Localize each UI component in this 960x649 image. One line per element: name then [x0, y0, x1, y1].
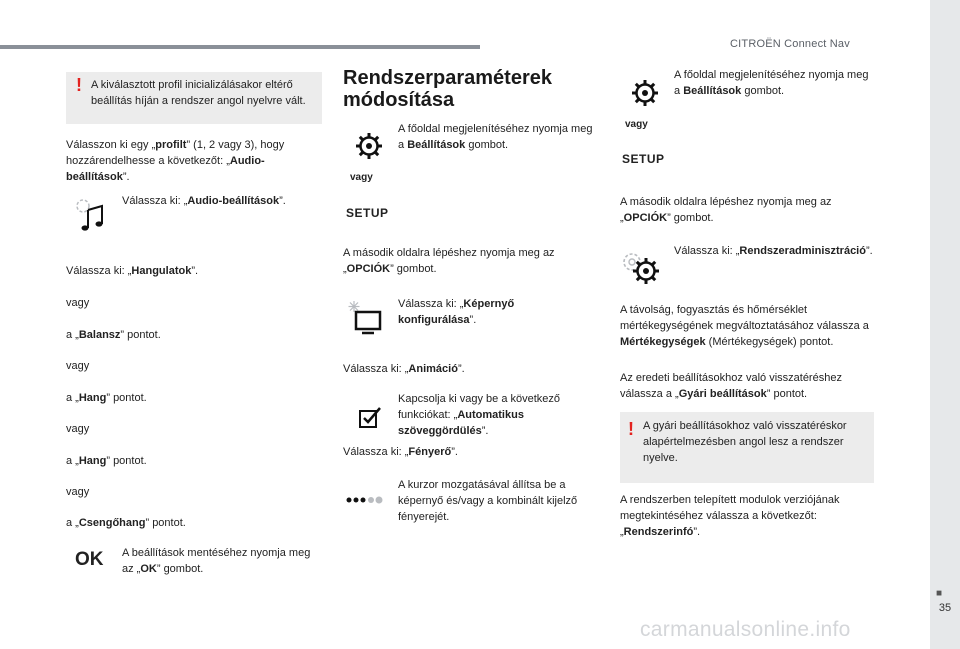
balance-step: a „Balansz” pontot. — [66, 329, 161, 341]
watermark: carmanualsonline.info — [640, 618, 851, 641]
mood-step: Válassza ki: „Hangulatok”. — [66, 265, 199, 277]
sysadmin-step: Válassza ki: „Rendszeradminisztráció”. — [674, 245, 873, 257]
setup-label: SETUP — [346, 206, 389, 220]
home-step: A főoldal megjelenítéséhez nyomja meg a Beállítások gombot. — [674, 69, 869, 97]
cursor-step: A kurzor mozgatásával állítsa be a képernyő és/vagy a kombinált kijelző fényerejét. — [398, 479, 578, 523]
units-step: A távolság, fogyasztás és hőmérséklet mértékegységének megváltoztatásához válassza a Mértékegységek (Mértékegységek) pontot. — [620, 304, 869, 348]
screen-config-step: Válassza ki: „Képernyő konfigurálása”. — [398, 298, 515, 326]
options-step: A második oldalra lépéshez nyomja meg az „OPCIÓK” gombot. — [343, 247, 555, 275]
setup-label: SETUP — [622, 152, 665, 166]
gear-icon — [354, 131, 384, 161]
save-step: A beállítások mentéséhez nyomja meg az „OK” gombot. — [122, 547, 311, 575]
or-text: vagy — [66, 423, 90, 435]
or-text: vagy — [66, 486, 90, 498]
or-text: vagy — [66, 360, 90, 372]
ringtone-step: a „Csengőhang” pontot. — [66, 517, 186, 529]
music-note-icon — [74, 198, 108, 232]
factory-step: Az eredeti beállításokhoz való visszatéréshez válassza a „Gyári beállítások” pontot. — [620, 372, 842, 400]
ok-label: OK — [75, 549, 104, 570]
warning-icon: ! — [628, 419, 634, 439]
page-title: Rendszerparaméterek módosítása — [343, 67, 552, 111]
side-strip — [930, 0, 960, 649]
or-label: vagy — [625, 119, 648, 130]
header-bar — [0, 45, 480, 49]
modules-step: A rendszerben telepített modulok verziójának megtekintéséhez válassza a következőt: „Rendszerinfó”. — [620, 494, 840, 538]
warning-text: A gyári beállításokhoz való visszatéréskor alapértelmezésben angol lesz a rendszer nyelve. — [643, 420, 847, 464]
or-label: vagy — [350, 172, 373, 183]
brightness-step: Válassza ki: „Fényerő”. — [343, 446, 458, 458]
home-step: A főoldal megjelenítéséhez nyomja meg a Beállítások gombot. — [398, 123, 593, 151]
options-step: A második oldalra lépéshez nyomja meg az „OPCIÓK” gombot. — [620, 196, 832, 224]
warning-icon: ! — [76, 75, 82, 95]
sound-step: a „Hang” pontot. — [66, 455, 147, 467]
page-number: 35 — [938, 602, 952, 614]
double-gear-icon — [620, 250, 660, 286]
intro-text: Válasszon ki egy „profilt” (1, 2 vagy 3), hogy hozzárendelhesse a következőt: „Audio-beállítások”. — [66, 139, 285, 183]
brightness-dots-icon — [346, 495, 386, 505]
header-title: CITROËN Connect Nav — [730, 38, 850, 50]
animation-step: Válassza ki: „Animáció”. — [343, 363, 465, 375]
sound-step: a „Hang” pontot. — [66, 392, 147, 404]
warning-text: A kiválasztott profil inicializálásakor eltérő beállítás híján a rendszer angol nyelvre vált. — [91, 79, 306, 107]
autoscroll-step: Kapcsolja ki vagy be a következő funkciókat: „Automatikus szöveggördülés”. — [398, 393, 561, 437]
audio-step: Válassza ki: „Audio-beállítások”. — [122, 195, 286, 207]
page-marker: ■ — [936, 588, 943, 599]
gear-icon — [630, 78, 660, 108]
or-text: vagy — [66, 297, 90, 309]
checkbox-icon — [358, 405, 382, 429]
monitor-icon — [346, 300, 382, 336]
